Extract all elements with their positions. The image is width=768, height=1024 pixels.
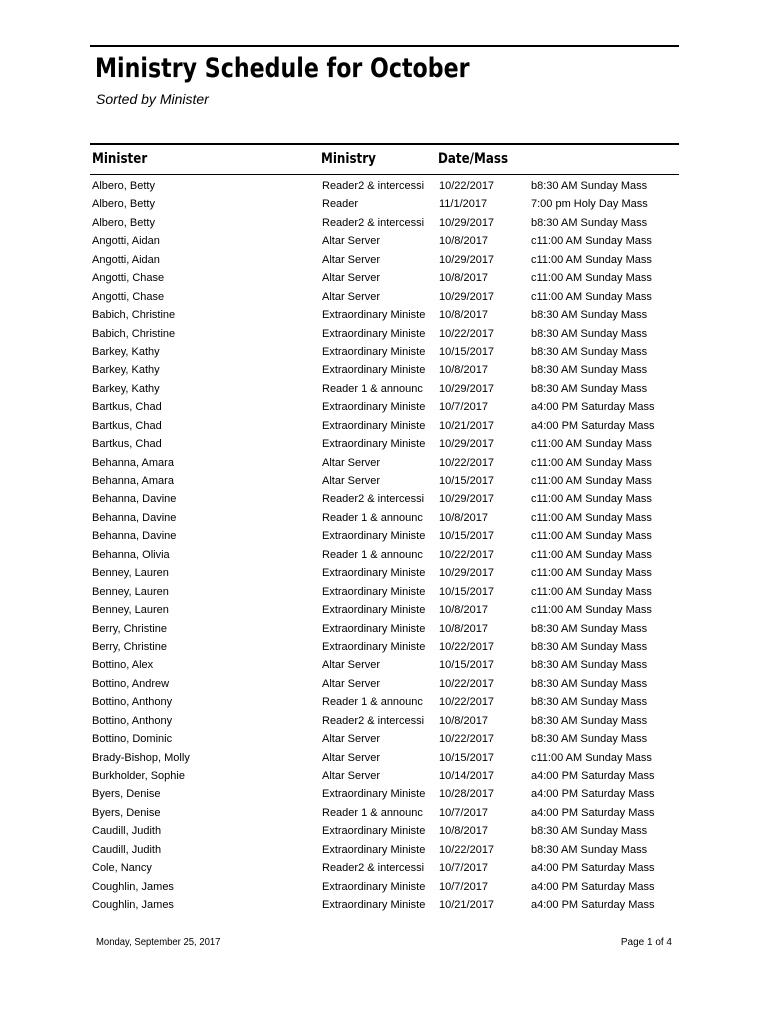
ministry-cell: Altar Server [322, 456, 381, 469]
date-cell: 10/29/2017 [439, 438, 495, 451]
mass-cell: c11:00 AM Sunday Mass [531, 456, 652, 469]
mass-cell: b8:30 AM Sunday Mass [531, 180, 648, 192]
ministry-cell: Extraordinary Ministe [322, 604, 426, 617]
minister-cell: Berry, Christine [92, 640, 167, 653]
ministry-cell: Extraordinary Ministe [322, 585, 426, 598]
ministry-cell: Altar Server [322, 475, 381, 487]
table-row [0, 380, 768, 398]
ministry-cell: Extraordinary Ministe [322, 327, 426, 340]
mass-cell: c11:00 AM Sunday Mass [531, 751, 652, 764]
date-cell: 10/22/2017 [439, 696, 495, 709]
table-row [0, 177, 768, 195]
header-rule-bottom [90, 174, 679, 175]
date-cell: 10/29/2017 [439, 382, 495, 395]
table-row [0, 325, 768, 343]
date-cell: 10/7/2017 [439, 880, 488, 893]
minister-cell: Babich, Christine [92, 327, 176, 340]
table-row [0, 306, 768, 324]
mass-cell: c11:00 AM Sunday Mass [531, 493, 652, 506]
table-row [0, 435, 768, 453]
date-cell: 10/29/2017 [439, 290, 495, 303]
table-row [0, 693, 768, 711]
date-cell: 11/1/2017 [439, 198, 488, 211]
ministry-cell: Reader2 & intercessi [322, 180, 425, 192]
table-row [0, 841, 768, 859]
ministry-cell: Extraordinary Ministe [322, 843, 426, 856]
mass-cell: c11:00 AM Sunday Mass [531, 475, 652, 487]
date-cell: 10/29/2017 [439, 567, 495, 580]
date-cell: 10/22/2017 [439, 843, 495, 856]
ministry-cell: Reader2 & intercessi [322, 862, 425, 875]
table-row [0, 214, 768, 232]
ministry-cell: Reader 1 & announc [322, 548, 423, 561]
mass-cell: c11:00 AM Sunday Mass [531, 530, 652, 543]
date-cell: 10/22/2017 [439, 548, 495, 561]
date-cell: 10/7/2017 [439, 862, 488, 875]
table-header [0, 148, 768, 170]
mass-cell: a4:00 PM Saturday Mass [531, 806, 655, 819]
report-title: Ministry Schedule for October [95, 53, 470, 84]
table-row [0, 509, 768, 527]
table-row [0, 675, 768, 693]
ministry-cell: Extraordinary Ministe [322, 640, 426, 653]
date-cell: 10/15/2017 [439, 751, 495, 764]
minister-cell: Caudill, Judith [92, 825, 162, 838]
ministry-cell: Extraordinary Ministe [322, 788, 426, 801]
date-cell: 10/22/2017 [439, 327, 495, 340]
table-row [0, 472, 768, 490]
mass-cell: c11:00 AM Sunday Mass [531, 604, 652, 617]
header-rule-top [90, 143, 679, 145]
mass-cell: a4:00 PM Saturday Mass [531, 862, 655, 875]
mass-cell: b8:30 AM Sunday Mass [531, 309, 648, 322]
minister-cell: Byers, Denise [92, 806, 161, 819]
mass-cell: c11:00 AM Sunday Mass [531, 253, 652, 266]
minister-cell: Bottino, Alex [92, 659, 154, 672]
footer-page-number: Page 1 of 4 [620, 937, 672, 948]
table-row [0, 251, 768, 269]
mass-cell: b8:30 AM Sunday Mass [531, 696, 648, 709]
date-cell: 10/22/2017 [439, 733, 495, 746]
minister-cell: Bartkus, Chad [92, 401, 162, 414]
ministry-cell: Altar Server [322, 733, 381, 746]
table-row [0, 527, 768, 545]
ministry-cell: Extraordinary Ministe [322, 364, 426, 377]
table-row [0, 454, 768, 472]
date-cell: 10/29/2017 [439, 493, 495, 506]
minister-cell: Behanna, Amara [92, 475, 174, 487]
ministry-cell: Extraordinary Ministe [322, 880, 426, 893]
mass-cell: b8:30 AM Sunday Mass [531, 382, 648, 395]
table-row [0, 232, 768, 250]
table-row [0, 195, 768, 213]
ministry-cell: Reader 1 & announc [322, 382, 423, 395]
date-cell: 10/8/2017 [439, 511, 488, 524]
table-row [0, 749, 768, 767]
mass-cell: b8:30 AM Sunday Mass [531, 825, 648, 838]
mass-cell: a4:00 PM Saturday Mass [531, 401, 655, 414]
mass-cell: c11:00 AM Sunday Mass [531, 511, 652, 524]
mass-cell: b8:30 AM Sunday Mass [531, 733, 648, 746]
minister-cell: Byers, Denise [92, 788, 161, 801]
table-row [0, 564, 768, 582]
table-row [0, 804, 768, 822]
ministry-cell: Extraordinary Ministe [322, 622, 426, 635]
minister-cell: Angotti, Chase [92, 272, 165, 285]
table-row [0, 785, 768, 803]
minister-cell: Coughlin, James [92, 880, 174, 893]
date-cell: 10/29/2017 [439, 216, 495, 229]
ministry-cell: Extraordinary Ministe [322, 345, 426, 358]
table-row [0, 288, 768, 306]
ministry-cell: Altar Server [322, 751, 381, 764]
mass-cell: 7:00 pm Holy Day Mass [531, 198, 648, 211]
mass-cell: b8:30 AM Sunday Mass [531, 345, 648, 358]
date-cell: 10/8/2017 [439, 714, 488, 727]
mass-cell: a4:00 PM Saturday Mass [531, 770, 655, 782]
minister-cell: Coughlin, James [92, 899, 174, 912]
mass-cell: b8:30 AM Sunday Mass [531, 659, 648, 672]
ministry-cell: Extraordinary Ministe [322, 401, 426, 414]
minister-cell: Bartkus, Chad [92, 419, 162, 432]
table-row [0, 767, 768, 785]
ministry-cell: Altar Server [322, 290, 381, 303]
date-cell: 10/14/2017 [439, 770, 495, 782]
minister-cell: Bottino, Anthony [92, 696, 173, 709]
minister-cell: Angotti, Chase [92, 290, 165, 303]
mass-cell: b8:30 AM Sunday Mass [531, 364, 648, 377]
date-cell: 10/8/2017 [439, 235, 488, 248]
date-cell: 10/22/2017 [439, 180, 495, 192]
date-cell: 10/7/2017 [439, 806, 488, 819]
ministry-cell: Reader 1 & announc [322, 806, 423, 819]
minister-cell: Albero, Betty [92, 198, 155, 211]
ministry-cell: Extraordinary Ministe [322, 825, 426, 838]
minister-cell: Benney, Lauren [92, 585, 169, 598]
table-row [0, 361, 768, 379]
date-cell: 10/15/2017 [439, 345, 495, 358]
minister-cell: Barkey, Kathy [92, 382, 160, 395]
mass-cell: a4:00 PM Saturday Mass [531, 419, 655, 432]
footer-date: Monday, September 25, 2017 [96, 937, 221, 948]
table-row [0, 398, 768, 416]
table-row [0, 601, 768, 619]
mass-cell: c11:00 AM Sunday Mass [531, 235, 652, 248]
table-row [0, 546, 768, 564]
date-cell: 10/8/2017 [439, 825, 488, 838]
mass-cell: b8:30 AM Sunday Mass [531, 640, 648, 653]
ministry-cell: Extraordinary Ministe [322, 419, 426, 432]
date-cell: 10/8/2017 [439, 272, 488, 285]
minister-cell: Behanna, Davine [92, 493, 177, 506]
ministry-cell: Altar Server [322, 235, 381, 248]
table-row [0, 490, 768, 508]
table-row [0, 620, 768, 638]
ministry-cell: Altar Server [322, 272, 381, 285]
minister-cell: Bottino, Dominic [92, 733, 173, 746]
minister-cell: Behanna, Davine [92, 511, 177, 524]
column-header-minister: Minister [92, 151, 148, 167]
minister-cell: Behanna, Olivia [92, 548, 170, 561]
table-row [0, 822, 768, 840]
minister-cell: Barkey, Kathy [92, 364, 160, 377]
date-cell: 10/15/2017 [439, 659, 495, 672]
ministry-cell: Altar Server [322, 659, 381, 672]
mass-cell: a4:00 PM Saturday Mass [531, 880, 655, 893]
top-rule [90, 45, 679, 47]
minister-cell: Barkey, Kathy [92, 345, 160, 358]
date-cell: 10/8/2017 [439, 622, 488, 635]
mass-cell: c11:00 AM Sunday Mass [531, 438, 652, 451]
date-cell: 10/29/2017 [439, 253, 495, 266]
minister-cell: Cole, Nancy [92, 862, 152, 875]
report-subtitle: Sorted by Minister [96, 91, 209, 107]
mass-cell: c11:00 AM Sunday Mass [531, 567, 652, 580]
ministry-cell: Extraordinary Ministe [322, 530, 426, 543]
ministry-cell: Extraordinary Ministe [322, 567, 426, 580]
ministry-cell: Altar Server [322, 770, 381, 782]
date-cell: 10/22/2017 [439, 640, 495, 653]
mass-cell: c11:00 AM Sunday Mass [531, 548, 652, 561]
minister-cell: Caudill, Judith [92, 843, 162, 856]
ministry-cell: Reader2 & intercessi [322, 714, 425, 727]
table-body [0, 177, 768, 915]
ministry-cell: Reader 1 & announc [322, 696, 423, 709]
table-row [0, 343, 768, 361]
minister-cell: Angotti, Aidan [92, 253, 160, 266]
ministry-cell: Reader [322, 198, 359, 211]
minister-cell: Albero, Betty [92, 216, 155, 229]
minister-cell: Angotti, Aidan [92, 235, 160, 248]
minister-cell: Behanna, Amara [92, 456, 174, 469]
minister-cell: Benney, Lauren [92, 604, 169, 617]
mass-cell: b8:30 AM Sunday Mass [531, 843, 648, 856]
mass-cell: a4:00 PM Saturday Mass [531, 788, 655, 801]
ministry-cell: Extraordinary Ministe [322, 899, 426, 912]
mass-cell: a4:00 PM Saturday Mass [531, 899, 655, 912]
table-row [0, 730, 768, 748]
table-row [0, 878, 768, 896]
ministry-cell: Altar Server [322, 253, 381, 266]
table-row [0, 896, 768, 914]
ministry-cell: Reader 1 & announc [322, 511, 423, 524]
date-cell: 10/21/2017 [439, 899, 495, 912]
mass-cell: c11:00 AM Sunday Mass [531, 290, 652, 303]
ministry-cell: Reader2 & intercessi [322, 493, 425, 506]
table-row [0, 269, 768, 287]
date-cell: 10/22/2017 [439, 677, 495, 690]
minister-cell: Bottino, Anthony [92, 714, 173, 727]
date-cell: 10/15/2017 [439, 530, 495, 543]
date-cell: 10/8/2017 [439, 364, 488, 377]
column-header-ministry: Ministry [321, 151, 376, 167]
minister-cell: Burkholder, Sophie [92, 770, 185, 782]
date-cell: 10/21/2017 [439, 419, 495, 432]
mass-cell: b8:30 AM Sunday Mass [531, 327, 648, 340]
mass-cell: c11:00 AM Sunday Mass [531, 272, 652, 285]
date-cell: 10/15/2017 [439, 585, 495, 598]
mass-cell: b8:30 AM Sunday Mass [531, 216, 648, 229]
date-cell: 10/7/2017 [439, 401, 488, 414]
table-row [0, 859, 768, 877]
mass-cell: c11:00 AM Sunday Mass [531, 585, 652, 598]
minister-cell: Bartkus, Chad [92, 438, 162, 451]
minister-cell: Berry, Christine [92, 622, 167, 635]
minister-cell: Benney, Lauren [92, 567, 169, 580]
column-header-date-mass: Date/Mass [438, 151, 509, 167]
table-row [0, 638, 768, 656]
date-cell: 10/15/2017 [439, 475, 495, 487]
ministry-cell: Extraordinary Ministe [322, 438, 426, 451]
mass-cell: b8:30 AM Sunday Mass [531, 622, 648, 635]
date-cell: 10/8/2017 [439, 309, 488, 322]
minister-cell: Babich, Christine [92, 309, 176, 322]
table-row [0, 656, 768, 674]
table-row [0, 712, 768, 730]
minister-cell: Behanna, Davine [92, 530, 177, 543]
mass-cell: b8:30 AM Sunday Mass [531, 714, 648, 727]
mass-cell: b8:30 AM Sunday Mass [531, 677, 648, 690]
date-cell: 10/22/2017 [439, 456, 495, 469]
table-row [0, 417, 768, 435]
ministry-cell: Reader2 & intercessi [322, 216, 425, 229]
minister-cell: Bottino, Andrew [92, 677, 170, 690]
table-row [0, 583, 768, 601]
date-cell: 10/28/2017 [439, 788, 495, 801]
ministry-cell: Extraordinary Ministe [322, 309, 426, 322]
minister-cell: Brady-Bishop, Molly [92, 751, 190, 764]
ministry-cell: Altar Server [322, 677, 381, 690]
date-cell: 10/8/2017 [439, 604, 488, 617]
minister-cell: Albero, Betty [92, 180, 155, 192]
